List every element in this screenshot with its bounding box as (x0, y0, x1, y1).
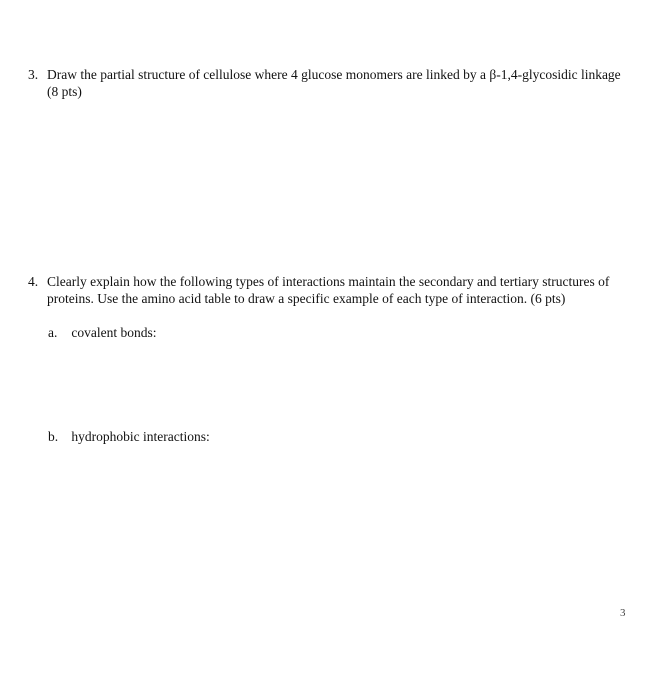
part-a-text: covalent bonds: (71, 325, 157, 340)
question-4-part-b (48, 428, 210, 445)
part-b-text: hydrophobic interactions: (71, 429, 210, 444)
page-number: 3 (620, 607, 626, 619)
question-3 (28, 66, 628, 100)
question-4-part-a (48, 324, 156, 341)
question-4-number: 4. (28, 274, 39, 289)
question-4 (28, 273, 628, 307)
question-4-text: Clearly explain how the following types of interactions maintain the secondary and tertiary structures of proteins. Use the amino acid table to draw a specific example of each type of interaction. (6 pts) (47, 274, 610, 306)
part-b-label: b. (48, 429, 59, 444)
question-3-number: 3. (28, 67, 39, 82)
question-3-text: Draw the partial structure of cellulose where 4 glucose monomers are linked by a β-1,4-glycosidic linkage (8 pts) (47, 67, 621, 99)
part-a-label: a. (48, 325, 58, 340)
